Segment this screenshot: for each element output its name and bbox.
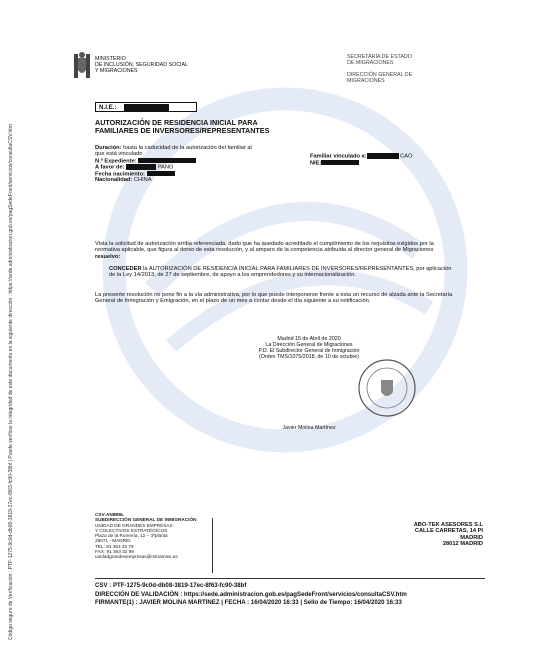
ministry-header <box>95 56 245 74</box>
official-seal-icon <box>357 358 417 418</box>
footer-line: 28071 - MADRID <box>95 538 131 544</box>
duracion-label: Duración: <box>95 145 122 151</box>
footer-line: FAX: 91 363 32 99 <box>95 549 134 555</box>
familiar-label: Familiar vinculado a: <box>310 153 367 160</box>
footer-line: TEL: 91 363 32 75 <box>95 543 134 549</box>
redaction <box>321 160 359 166</box>
ministry-line: Y MIGRACIONES <box>95 68 138 74</box>
afavor-value: PANG <box>157 164 174 171</box>
nie2-label: NIE: <box>310 159 322 166</box>
sign-line: P.D. El Subdirector General de Inmigración <box>258 347 360 354</box>
afavor-label: A favor de: <box>95 164 125 171</box>
nie2-row <box>310 160 510 167</box>
sign-line: Madrid 15 de Abril de 2020 <box>277 336 341 342</box>
nie-label: N.I.E.: <box>99 104 117 111</box>
recipient-line: 28012 MADRID <box>442 541 483 548</box>
signer-name: Javier Molina Martínez <box>282 425 336 431</box>
footer-right <box>380 522 483 548</box>
secretaria-line: DE MIGRACIONES <box>347 60 394 66</box>
redaction <box>367 153 399 159</box>
resuelvo-text: resuelvo: <box>95 253 121 260</box>
nie-box <box>95 102 197 112</box>
familiar-fields <box>310 153 510 166</box>
resolution-intro <box>95 241 458 260</box>
duracion-text2: que está vinculado <box>95 151 143 158</box>
secretaria-header <box>347 54 497 84</box>
concede-paragraph <box>109 266 454 279</box>
concede-label: CONCEDER <box>109 266 142 272</box>
ministry-line: DE INCLUSIÓN, SEGURIDAD SOCIAL <box>95 62 189 68</box>
redaction <box>126 164 156 170</box>
intro-text: Vista la solicitud de autorización arriba referenciada, dado que ha quedado acreditado el cumplimiento de los requisitos exigidos por la normativa aplicable, que figura al dorso de esta resolución, y al amparo de la competencia atribuida al director general de Migraciones <box>95 241 434 254</box>
footer-line: Y COLECTIVOS ESTRATÉGICOS <box>95 527 168 533</box>
document-title <box>95 119 315 135</box>
recipient-line: MADRID <box>460 534 483 541</box>
footer-line: Plaza de la Romería, 12 – 3ªplanta <box>95 533 168 539</box>
footer-divider <box>212 518 213 573</box>
ministry-line: MINISTERIO <box>95 56 126 62</box>
applicant-fields <box>95 145 295 184</box>
footer-left <box>95 512 207 560</box>
sign-line: La Dirección General de Migraciones <box>265 341 353 348</box>
redaction <box>138 158 196 164</box>
recipient-line: ABO-TEK ASESORES S.L <box>413 522 483 528</box>
recipient-line: CALLE CARRETAS, 14 PI <box>414 528 483 535</box>
redaction <box>147 171 175 177</box>
direccion-line: MIGRACIONES <box>347 78 385 84</box>
nacimiento-label: Fecha nacimiento: <box>95 170 145 177</box>
footer-line: UNIDAD DE GRANDES EMPRESAS <box>95 522 173 528</box>
redaction <box>124 104 169 111</box>
coat-of-arms-icon <box>72 50 92 82</box>
footer-line: unidadgrandesempresas@mitramiss.es <box>95 554 178 560</box>
signature-line: FIRMANTE(1) : JAVIER MOLINA MARTINEZ | FECHA : 16/04/2020 16:33 | Sello de Tiempo: 16/04/2020 16:33 <box>95 599 402 606</box>
secretaria-line: SECRETARÍA DE ESTADO <box>347 54 412 60</box>
nacionalidad-value: CHINA <box>133 177 152 184</box>
expediente-label: N.º Expediente: <box>95 157 137 164</box>
familiar-value: CAO <box>400 153 413 160</box>
side-verification-text: Código seguro de Verificación : PTF-1275-9c0d-db08-3819-17ec-8f63-fc90-38bf | Puede verificar la integridad de este documento en la siguiente dirección : https://sede.administracion.gob.es/pagSedeFront/servicios/consultaCSV.htm <box>8 124 14 640</box>
footer-line: SUBDIRECCIÓN GENERAL DE INMIGRACIÓN <box>95 517 197 523</box>
direccion-line: DIRECCIÓN GENERAL DE <box>347 72 413 78</box>
validation-link[interactable]: DIRECCIÓN DE VALIDACIÓN : https://sede.administracion.gob.es/pagSedeFront/servicios/consultaCSV.htm <box>95 590 407 598</box>
sign-line: (Orden TMS/1075/2018, de 10 de octubre) <box>258 353 360 360</box>
title-line: FAMILIARES DE INVERSORES/REPRESENTANTES <box>95 126 270 135</box>
nacionalidad-row <box>95 177 295 183</box>
nacionalidad-label: Nacionalidad: <box>95 177 133 184</box>
concede-text: la AUTORIZACIÓN DE RESIDENCIA INICIAL PARA FAMILIARES DE INVERSORES/REPRESENTANTES, por aplicación de la Ley 14/2013, de 27 de septiembre, de apoyo a los emprendedores y su internacionalización. <box>109 266 452 279</box>
csv-block <box>95 582 485 608</box>
footer-separator <box>95 578 485 579</box>
title-line: AUTORIZACIÓN DE RESIDENCIA INICIAL PARA <box>95 118 258 127</box>
duracion-text: hasta la caducidad de la autorización del familiar al <box>121 145 252 151</box>
appeal-paragraph: La presente resolución no pone fin a la vía administrativa, por lo que puede interponerse frente a esta un recurso de alzada ante la Secretaría General de Inmigración y Emigración, en el plazo de un mes a contar desde el día siguiente a su notificación. <box>95 292 453 305</box>
footer-line: CSV:AN8B6L <box>95 512 125 517</box>
csv-line: CSV : PTF-1275-9c0d-db08-3819-17ec-8f63-fc90-38bf <box>95 582 247 589</box>
